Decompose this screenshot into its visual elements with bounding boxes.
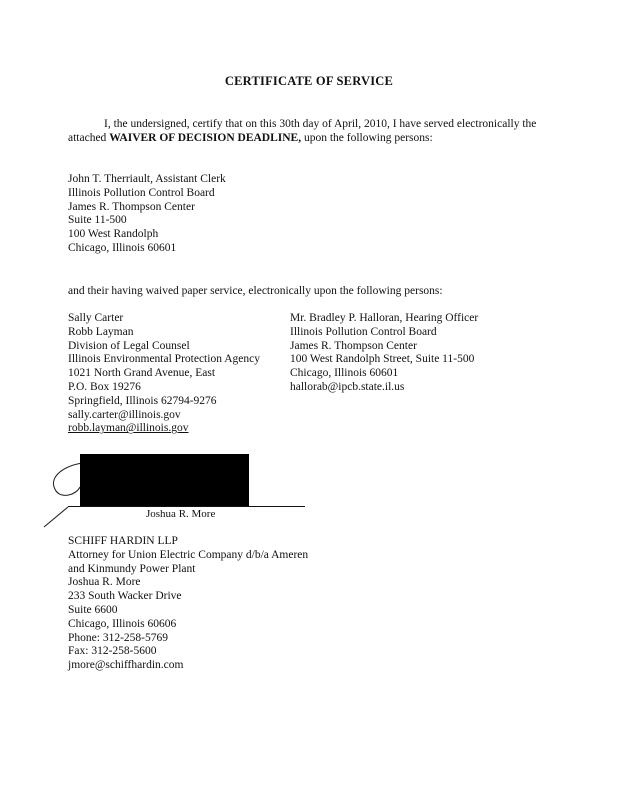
address-line: Division of Legal Counsel <box>68 339 190 352</box>
redacted-signature <box>80 454 249 506</box>
waived-service-line: and their having waived paper service, electronically upon the following persons: <box>68 285 443 297</box>
address-line: 1021 North Grand Avenue, East <box>68 367 216 380</box>
address-line: Sally Carter <box>68 312 124 324</box>
email-address: hallorab@ipcb.state.il.us <box>290 380 405 393</box>
address-line: 100 West Randolph <box>68 228 159 241</box>
firm-address-block <box>68 535 308 673</box>
firm-name: SCHIFF HARDIN LLP <box>68 535 178 547</box>
address-line: Suite 6600 <box>68 603 118 616</box>
address-line: 233 South Wacker Drive <box>68 590 182 603</box>
address-line: James R. Thompson Center <box>68 200 195 213</box>
hearing-officer-address-block <box>290 312 478 395</box>
address-line: Illinois Pollution Control Board <box>290 325 437 338</box>
signature-line <box>68 506 305 507</box>
email-address: robb.layman@illinois.gov <box>68 422 189 435</box>
email-address: sally.carter@illinois.gov <box>68 408 181 421</box>
address-line: P.O. Box 19276 <box>68 380 141 393</box>
signer-name: Joshua R. More <box>146 508 216 520</box>
address-line: Mr. Bradley P. Halloran, Hearing Officer <box>290 312 479 324</box>
address-line: John T. Therriault, Assistant Clerk <box>68 173 226 185</box>
clerk-address-block <box>68 173 226 256</box>
address-line: James R. Thompson Center <box>290 339 417 352</box>
epa-address-block <box>68 312 260 436</box>
address-line: Illinois Pollution Control Board <box>68 186 215 199</box>
intro-text-end: upon the following persons: <box>301 132 433 144</box>
address-line: Chicago, Illinois 60601 <box>290 367 399 380</box>
address-line: Robb Layman <box>68 325 134 338</box>
document-reference: WAIVER OF DECISION DEADLINE, <box>109 132 302 144</box>
document-title: CERTIFICATE OF SERVICE <box>224 74 394 88</box>
fax-number: Fax: 312-258-5600 <box>68 645 157 658</box>
address-line: Attorney for Union Electric Company d/b/a Ameren <box>68 548 309 561</box>
address-line: 100 West Randolph Street, Suite 11-500 <box>290 353 475 366</box>
address-line: Springfield, Illinois 62794-9276 <box>68 394 217 407</box>
address-line: and Kinmundy Power Plant <box>68 562 196 575</box>
intro-paragraph <box>68 117 538 145</box>
intro-text: I, the undersigned, certify that on this 30th day of April, 2010, I have served electronically the attached <box>68 118 537 144</box>
address-line: Suite 11-500 <box>68 214 127 227</box>
address-line: Illinois Environmental Protection Agency <box>68 353 260 366</box>
email-address: jmore@schiffhardin.com <box>68 659 184 672</box>
address-line: Chicago, Illinois 60601 <box>68 241 177 254</box>
address-line: Joshua R. More <box>68 576 141 589</box>
address-line: Chicago, Illinois 60606 <box>68 617 177 630</box>
phone-number: Phone: 312-258-5769 <box>68 631 168 644</box>
